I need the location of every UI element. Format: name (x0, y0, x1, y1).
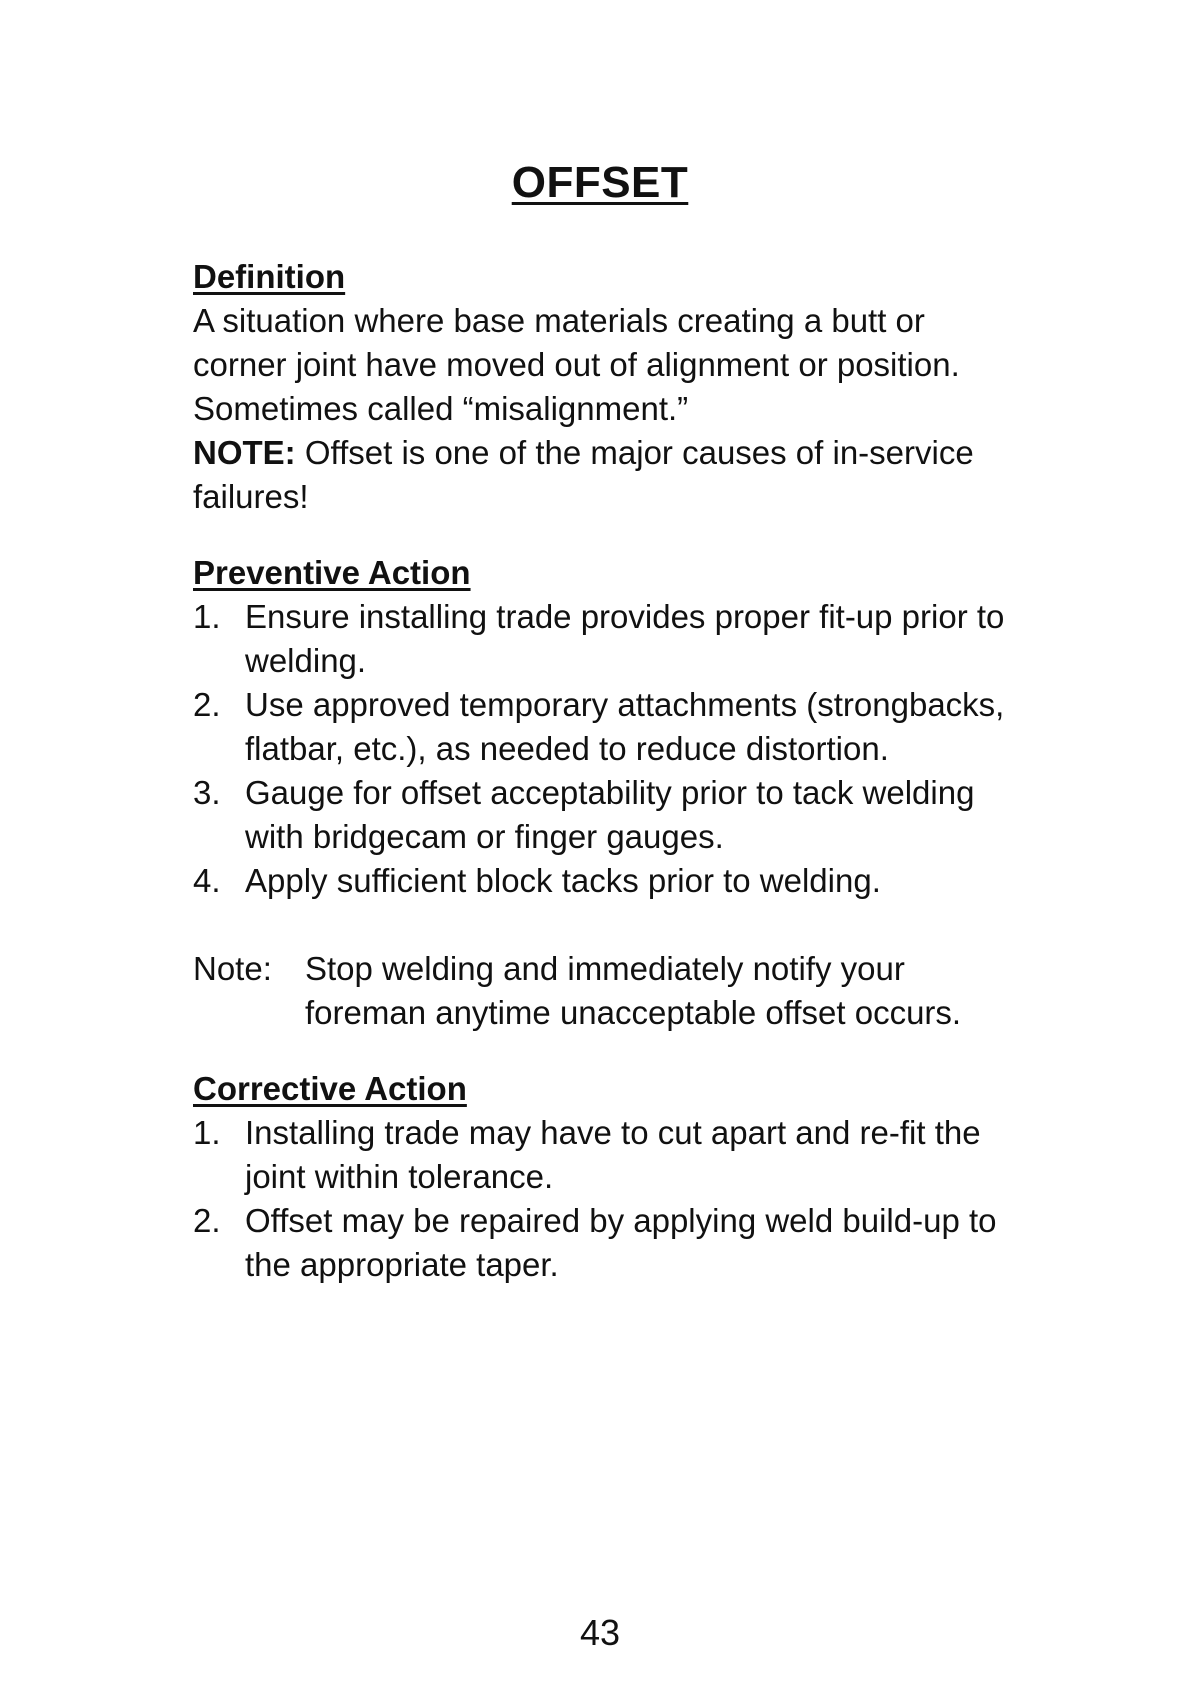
list-item-number: 2. (193, 686, 221, 723)
definition-heading: Definition (193, 258, 346, 295)
list-item (193, 595, 1023, 683)
list-item-number: 4. (193, 862, 221, 899)
definition-text: A situation where base materials creating a butt or corner joint have moved out of alignment or position. Sometimes called “misalignment.” (193, 302, 960, 427)
list-item-text: Offset may be repaired by applying weld build-up to the appropriate taper. (245, 1202, 997, 1283)
list-item-number: 1. (193, 598, 221, 635)
list-item (193, 771, 1023, 859)
list-item (193, 1199, 1023, 1287)
list-item-text: Ensure installing trade provides proper fit-up prior to welding. (245, 598, 1005, 679)
preventive-heading: Preventive Action (193, 554, 471, 591)
page-content (193, 255, 1023, 1287)
list-item-text: Installing trade may have to cut apart and re-fit the joint within tolerance. (245, 1114, 981, 1195)
definition-note-text: Offset is one of the major causes of in-service failures! (193, 434, 974, 515)
list-item-text: Gauge for offset acceptability prior to tack welding with bridgecam or finger gauges. (245, 774, 975, 855)
list-item-text: Use approved temporary attachments (strongbacks, flatbar, etc.), as needed to reduce distortion. (245, 686, 1005, 767)
list-item (193, 859, 1023, 903)
page-title: OFFSET (511, 158, 689, 207)
page-number: 43 (579, 1612, 621, 1653)
preventive-note-label: Note: (193, 950, 272, 987)
list-item-number: 1. (193, 1114, 221, 1151)
list-item (193, 683, 1023, 771)
preventive-note-text: Stop welding and immediately notify your foreman anytime unacceptable offset occurs. (305, 950, 962, 1031)
preventive-note (193, 947, 1023, 1035)
corrective-list (193, 1111, 1023, 1287)
corrective-heading: Corrective Action (193, 1070, 467, 1107)
preventive-list (193, 595, 1023, 903)
list-item-number: 2. (193, 1202, 221, 1239)
definition-note-label: NOTE: (193, 434, 296, 471)
list-item-text: Apply sufficient block tacks prior to welding. (245, 862, 881, 899)
list-item-number: 3. (193, 774, 221, 811)
definition-note (193, 431, 1023, 519)
list-item (193, 1111, 1023, 1199)
